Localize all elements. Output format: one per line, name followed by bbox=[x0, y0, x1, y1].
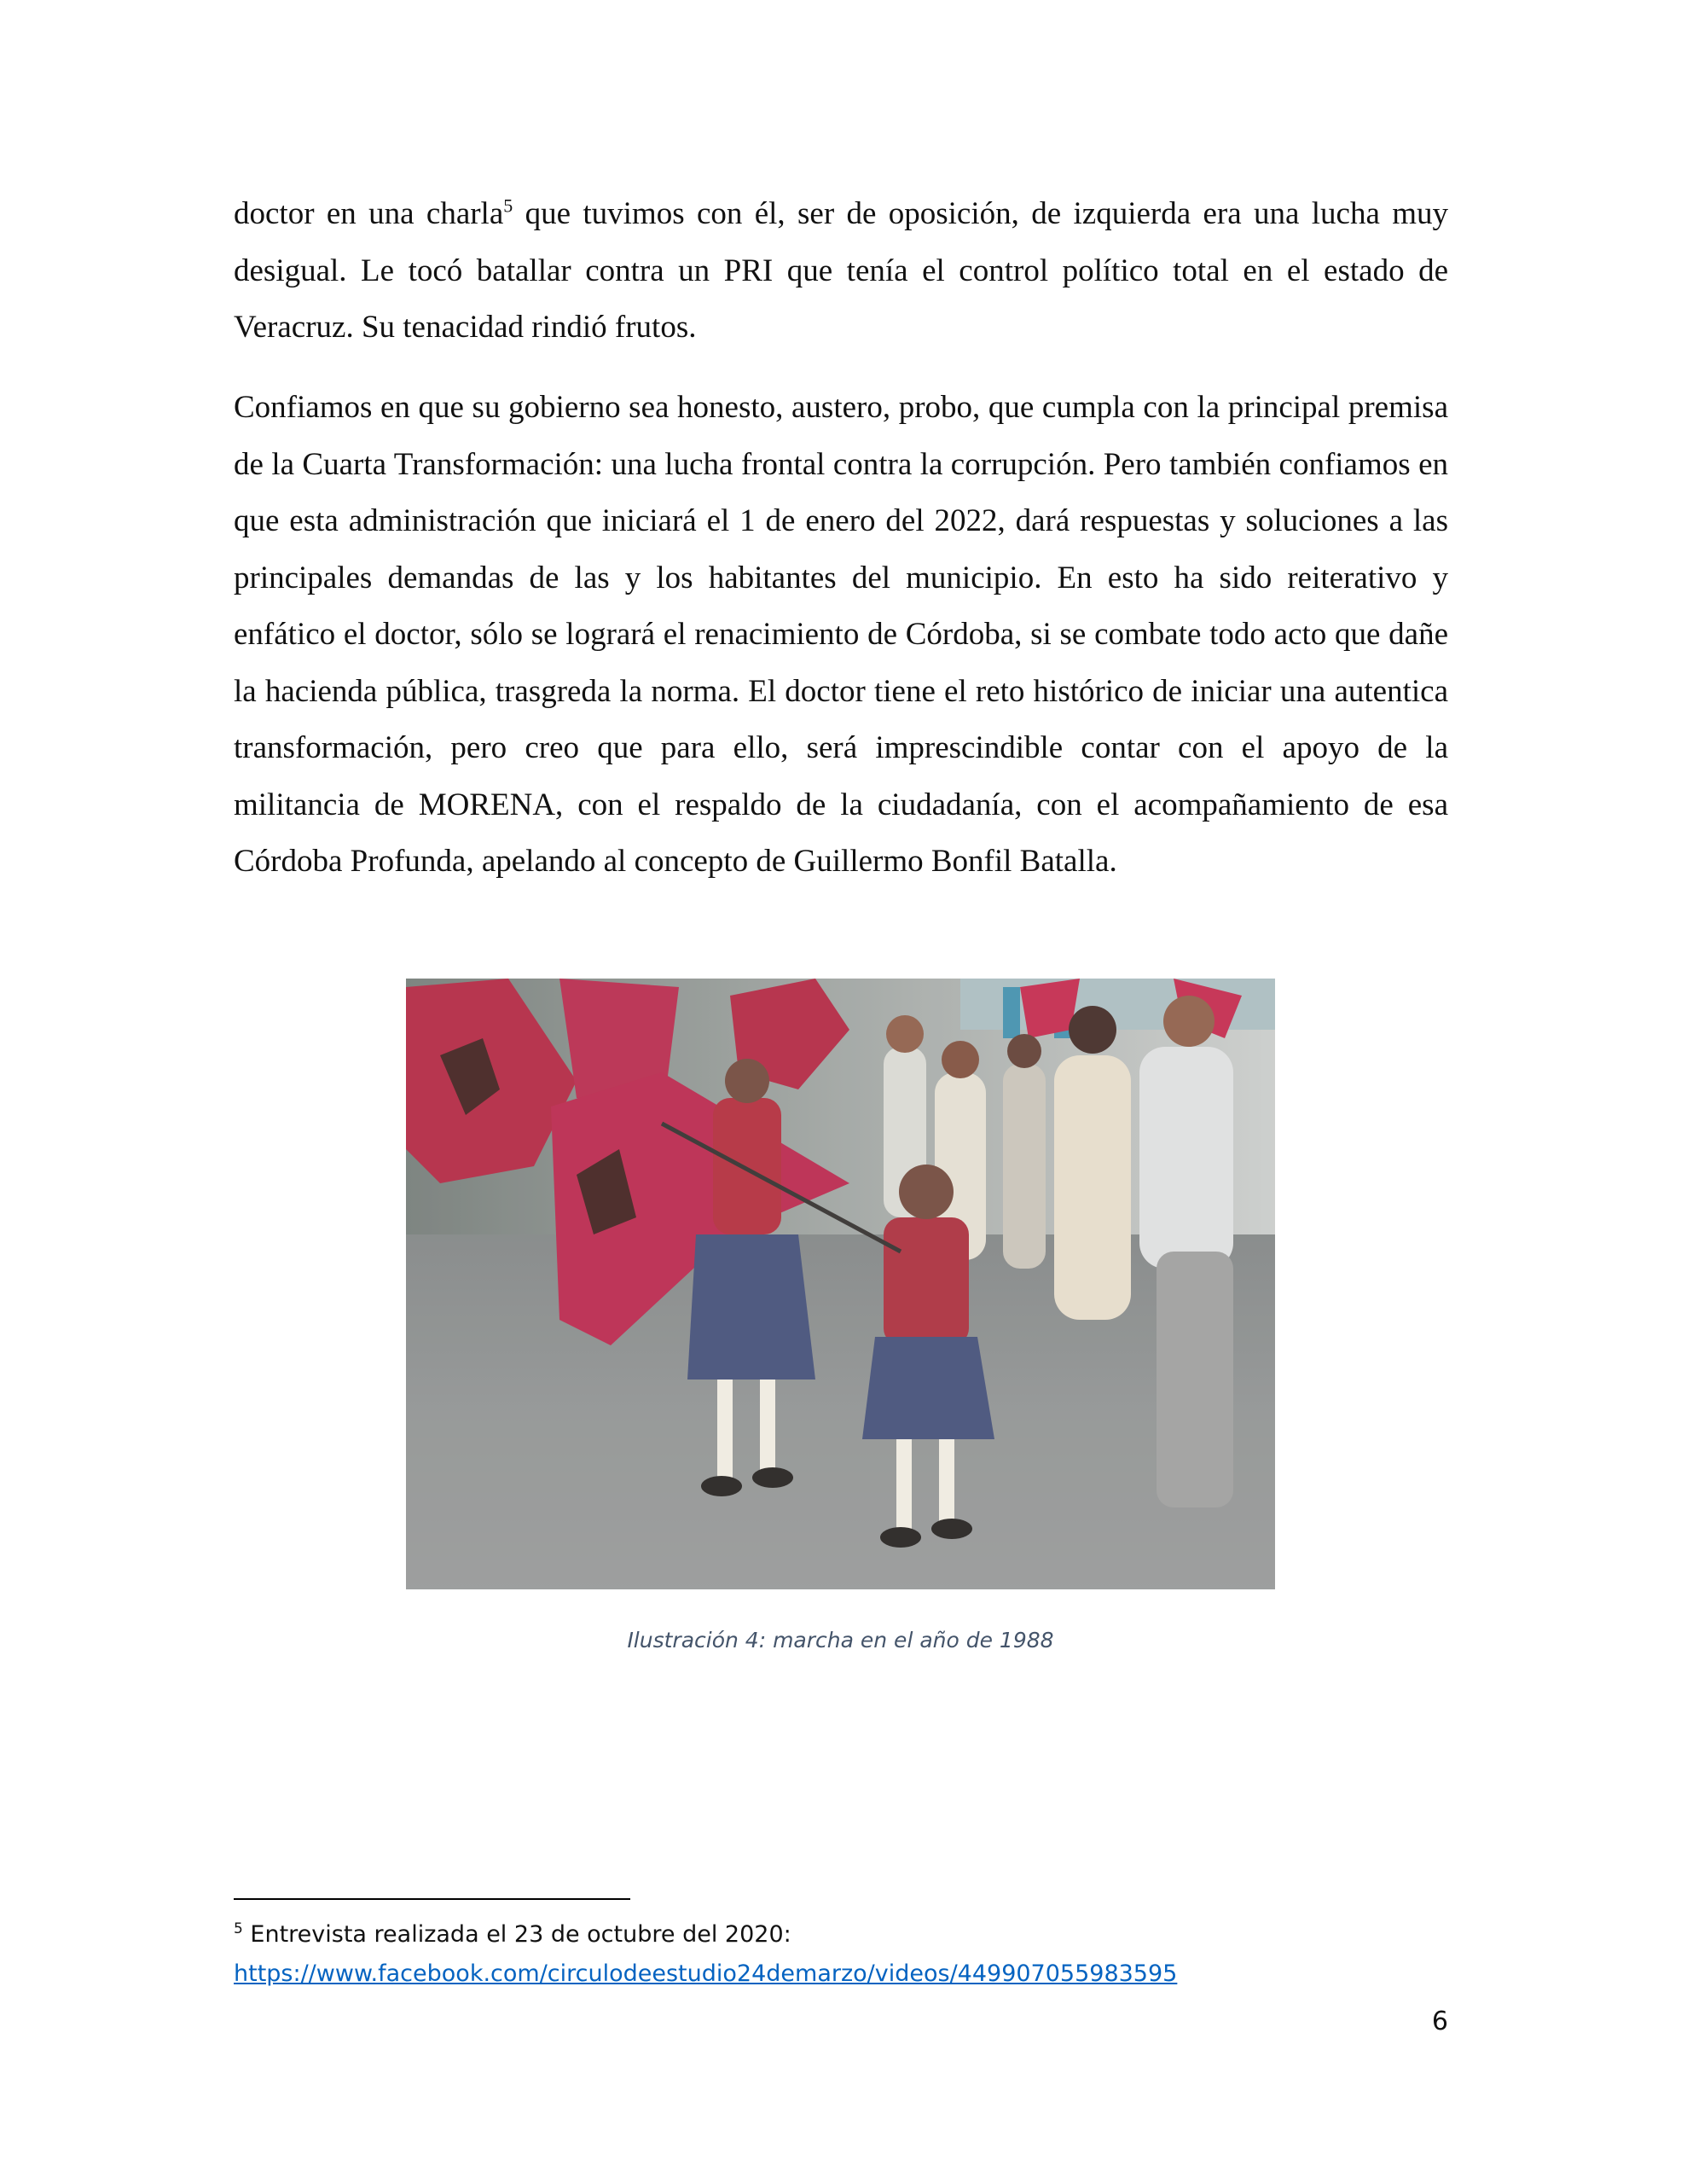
footnote bbox=[234, 1915, 1448, 1994]
footnote-link[interactable]: https://www.facebook.com/circulodeestudio24demarzo/videos/449907055983595 bbox=[234, 1960, 1178, 1987]
figure-caption: Ilustración 4: marcha en el año de 1988 bbox=[627, 1628, 1054, 1653]
footnote-separator bbox=[234, 1898, 630, 1900]
march-photo bbox=[406, 979, 1275, 1589]
page-number: 6 bbox=[1431, 2007, 1448, 2036]
footnote-text: Entrevista realizada el 23 de octubre del 2020: bbox=[242, 1921, 791, 1948]
footnote-mark: 5 bbox=[234, 1920, 243, 1937]
paragraph-1 bbox=[234, 186, 1448, 357]
march-photo-illustration bbox=[406, 979, 1275, 1589]
footnote-text-line bbox=[234, 1921, 791, 1948]
paragraph-2: Confiamos en que su gobierno sea honesto, austero, probo, que cumpla con la principal premisa de la Cuarta Transformación: una lucha frontal contra la corrupción. Pero también confiamos en que esta administración que iniciará el 1 de enero del 2022, dará respuestas y soluciones a las principales demandas de las y los habitantes del municipio. En esto ha sido reiterativo y enfático el doctor, sólo se logrará el renacimiento de Córdoba, si se combate todo acto que dañe la hacienda pública, trasgreda la norma. El doctor tiene el reto histórico de iniciar una autentica transformación, pero creo que para ello, será imprescindible contar con el apoyo de la militancia de MORENA, con el respaldo de la ciudadanía, con el acompañamiento de esa Córdoba Profunda, apelando al concepto de Guillermo Bonfil Batalla. bbox=[234, 390, 1448, 879]
paragraph-1-start: doctor en una charla bbox=[234, 196, 504, 231]
paragraph-1-rest: que tuvimos con él, ser de oposición, de izquierda era una lucha muy desigual. Le tocó batallar contra un PRI que tenía el control político total en el estado de Veracruz. Su tenacidad rindió frutos. bbox=[234, 196, 1448, 345]
footnote-reference[interactable]: 5 bbox=[503, 195, 513, 217]
